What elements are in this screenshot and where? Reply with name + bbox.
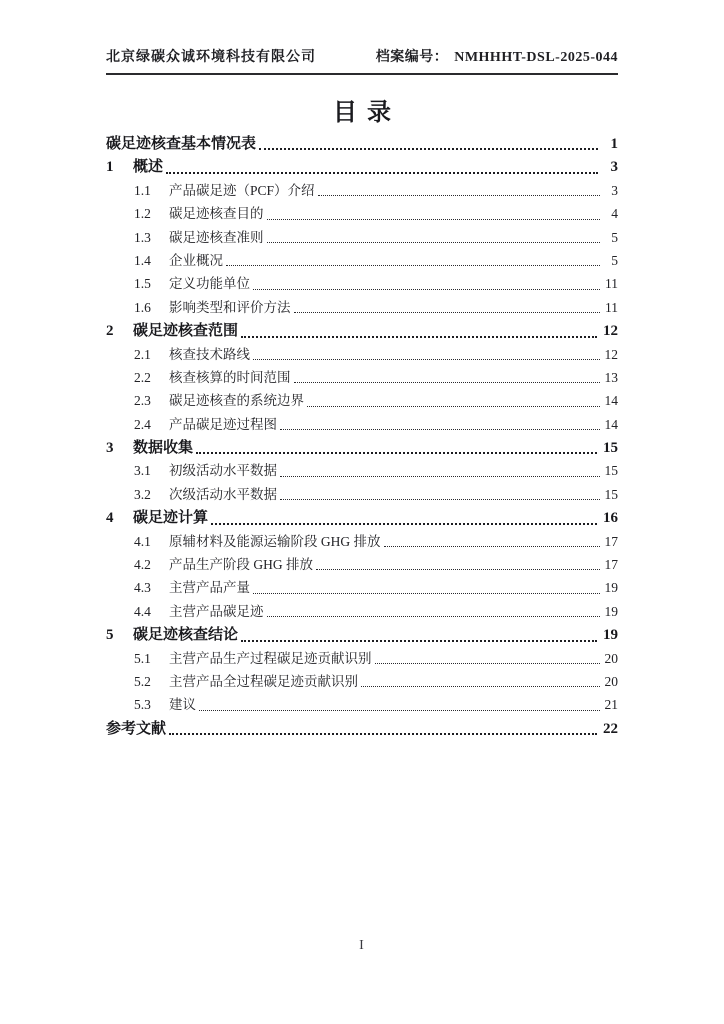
toc-entry[interactable] — [106, 506, 618, 529]
toc-dot-leader — [291, 296, 605, 319]
toc-dot-leader — [277, 459, 604, 482]
toc-entry-page-number: 15 — [603, 440, 618, 457]
toc-entry[interactable] — [106, 202, 618, 225]
toc-dot-leader — [166, 717, 603, 740]
toc-entry-number: 4.4 — [134, 603, 151, 619]
toc-entry-page-number: 16 — [603, 510, 618, 527]
toc-dot-leader — [250, 343, 604, 366]
toc-dot-leader — [256, 132, 604, 155]
toc-dot-leader — [196, 693, 604, 716]
toc-entry-number: 2.3 — [134, 393, 151, 409]
toc-entry-title: 碳足迹计算 — [133, 510, 209, 527]
document-header — [106, 46, 618, 75]
toc-entry-number: 1.1 — [134, 182, 151, 198]
toc-entry-number: 4.2 — [134, 557, 151, 573]
toc-entry[interactable] — [106, 413, 618, 436]
toc-entry[interactable] — [106, 155, 618, 178]
toc-entry-page-number: 17 — [604, 557, 618, 573]
toc-entry[interactable] — [106, 272, 618, 295]
toc-entry-number: 5 — [106, 627, 114, 644]
toc-entry-number: 5.3 — [134, 697, 151, 713]
toc-dot-leader — [277, 483, 604, 506]
toc-entry-number: 1.5 — [134, 276, 151, 292]
toc-entry-title: 建议 — [169, 697, 196, 713]
toc-entry-title: 主营产品全过程碳足迹贡献识别 — [169, 673, 358, 689]
toc-entry-number: 2.4 — [134, 416, 151, 432]
toc-entry[interactable] — [106, 647, 618, 670]
toc-dot-leader — [277, 413, 604, 436]
toc-entry[interactable] — [106, 179, 618, 202]
toc-entry-title: 核查核算的时间范围 — [169, 369, 291, 385]
toc-dot-leader — [238, 319, 603, 342]
toc-entry-page-number: 19 — [603, 627, 618, 644]
toc-entry-number: 3.1 — [134, 463, 151, 479]
toc-entry-title: 参考文献 — [106, 720, 167, 737]
toc-entry-page-number: 5 — [611, 252, 618, 268]
toc-dot-leader — [193, 436, 603, 459]
toc-entry[interactable] — [106, 436, 618, 459]
toc-entry-title: 碳足迹核查基本情况表 — [106, 136, 257, 152]
toc-entry-number: 1 — [106, 159, 114, 176]
toc-dot-leader — [264, 600, 605, 623]
toc-entry-number: 4.3 — [134, 580, 151, 596]
toc-dot-leader — [381, 530, 605, 553]
table-of-contents — [106, 132, 618, 740]
toc-entry[interactable] — [106, 623, 618, 646]
toc-entry-page-number: 14 — [604, 416, 618, 432]
toc-dot-leader — [304, 389, 604, 412]
toc-entry-page-number: 13 — [604, 369, 618, 385]
toc-entry-page-number: 5 — [611, 229, 618, 245]
toc-entry[interactable] — [106, 343, 618, 366]
toc-entry-title: 产品碳足迹（PCF）介绍 — [169, 182, 315, 198]
toc-entry[interactable] — [106, 576, 618, 599]
toc-dot-leader — [291, 366, 605, 389]
toc-entry[interactable] — [106, 296, 618, 319]
toc-entry-number: 1.3 — [134, 229, 151, 245]
toc-entry-page-number: 15 — [604, 486, 618, 502]
toc-entry-page-number: 4 — [611, 206, 618, 222]
toc-entry-title: 核查技术路线 — [169, 346, 250, 362]
toc-entry-page-number: 3 — [611, 182, 618, 198]
toc-dot-leader — [208, 506, 603, 529]
toc-dot-leader — [313, 553, 604, 576]
toc-entry-number: 1.4 — [134, 252, 151, 268]
toc-entry-title: 碳足迹核查范围 — [133, 323, 239, 340]
toc-entry-title: 碳足迹核查的系统边界 — [169, 393, 304, 409]
toc-entry-number: 2 — [106, 323, 114, 340]
toc-entry-title: 主营产品生产过程碳足迹贡献识别 — [169, 650, 372, 666]
toc-entry-number: 4 — [106, 510, 114, 527]
toc-entry-title: 碳足迹核查结论 — [133, 627, 239, 644]
toc-entry[interactable] — [106, 459, 618, 482]
archive-number-label: 档案编号： — [375, 50, 449, 65]
toc-entry-title: 初级活动水平数据 — [169, 463, 277, 479]
toc-entry-page-number: 11 — [605, 299, 618, 315]
toc-dot-leader — [250, 272, 604, 295]
toc-entry-title: 碳足迹核查准则 — [169, 229, 264, 245]
toc-entry-page-number: 20 — [604, 673, 618, 689]
toc-entry[interactable] — [106, 483, 618, 506]
toc-entry-title: 定义功能单位 — [169, 276, 250, 292]
toc-entry-number: 3 — [106, 440, 114, 457]
toc-dot-leader — [250, 576, 604, 599]
company-name: 北京绿碳众诚环境科技有限公司 — [106, 50, 316, 65]
toc-entry-number: 2.1 — [134, 346, 151, 362]
toc-entry-page-number: 3 — [610, 159, 618, 176]
toc-entry[interactable] — [106, 530, 618, 553]
toc-entry-page-number: 22 — [603, 720, 618, 737]
toc-entry-page-number: 20 — [604, 650, 618, 666]
toc-entry[interactable] — [106, 553, 618, 576]
toc-entry-title: 原辅材料及能源运输阶段 GHG 排放 — [169, 533, 381, 549]
toc-entry-page-number: 19 — [604, 603, 618, 619]
toc-entry-page-number: 19 — [604, 580, 618, 596]
toc-entry[interactable] — [106, 389, 618, 412]
toc-entry-title: 次级活动水平数据 — [169, 486, 277, 502]
toc-entry[interactable] — [106, 366, 618, 389]
toc-entry-number: 5.1 — [134, 650, 151, 666]
toc-entry-page-number: 11 — [605, 276, 618, 292]
toc-entry-number: 5.2 — [134, 673, 151, 689]
toc-entry[interactable] — [106, 249, 618, 272]
toc-entry-title: 产品生产阶段 GHG 排放 — [169, 557, 313, 573]
toc-entry-number: 3.2 — [134, 486, 151, 502]
toc-entry[interactable] — [106, 670, 618, 693]
toc-dot-leader — [238, 623, 603, 646]
toc-dot-leader — [163, 155, 604, 178]
toc-entry-page-number: 12 — [604, 346, 618, 362]
toc-entry[interactable] — [106, 226, 618, 249]
toc-entry-page-number: 21 — [604, 697, 618, 713]
toc-entry-number: 4.1 — [134, 533, 151, 549]
toc-entry[interactable] — [106, 600, 618, 623]
toc-entry-page-number: 17 — [604, 533, 618, 549]
toc-entry-number: 2.2 — [134, 369, 151, 385]
toc-dot-leader — [264, 202, 605, 225]
toc-entry-title: 影响类型和评价方法 — [169, 299, 291, 315]
toc-entry[interactable] — [106, 717, 618, 740]
toc-dot-leader — [223, 249, 604, 272]
toc-entry[interactable] — [106, 132, 618, 155]
toc-entry-number: 1.6 — [134, 299, 151, 315]
toc-entry-number: 1.2 — [134, 206, 151, 222]
toc-dot-leader — [264, 226, 605, 249]
page-title: 目录 — [333, 100, 401, 126]
page-number: I — [359, 938, 365, 953]
toc-entry[interactable] — [106, 319, 618, 342]
toc-entry-title: 数据收集 — [133, 440, 194, 457]
toc-entry-page-number: 14 — [604, 393, 618, 409]
toc-dot-leader — [372, 647, 605, 670]
toc-entry-title: 企业概况 — [169, 252, 223, 268]
toc-entry-title: 产品碳足迹过程图 — [169, 416, 277, 432]
toc-entry-title: 主营产品产量 — [169, 580, 250, 596]
toc-entry-page-number: 1 — [610, 136, 618, 152]
toc-entry-title: 主营产品碳足迹 — [169, 603, 264, 619]
archive-number-value: NMHHHT-DSL-2025-044 — [454, 50, 618, 65]
toc-dot-leader — [315, 179, 604, 202]
toc-entry-title: 概述 — [133, 159, 164, 176]
archive-number-group — [376, 46, 618, 66]
toc-entry-title: 碳足迹核查目的 — [169, 206, 264, 222]
toc-entry-page-number: 15 — [604, 463, 618, 479]
toc-dot-leader — [358, 670, 604, 693]
toc-entry-page-number: 12 — [603, 323, 618, 340]
toc-entry[interactable] — [106, 693, 618, 716]
